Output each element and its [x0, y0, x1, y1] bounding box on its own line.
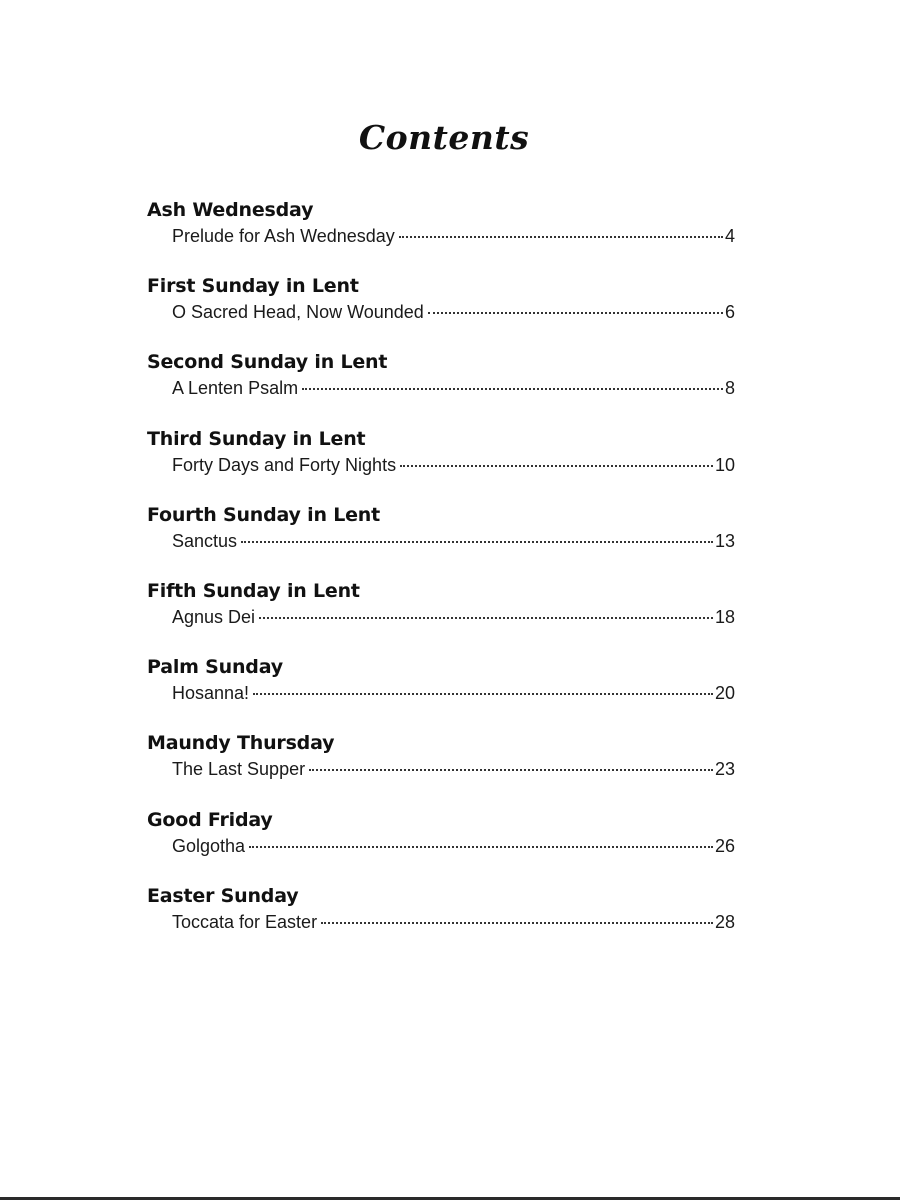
- toc-entry[interactable]: [172, 299, 735, 325]
- section-heading: Second Sunday in Lent: [147, 351, 388, 374]
- section-heading: Easter Sunday: [147, 884, 299, 907]
- toc-section: [147, 197, 735, 273]
- page-number: 10: [714, 454, 735, 475]
- entry-title: Hosanna!: [172, 683, 250, 704]
- page-number: 18: [714, 606, 735, 627]
- dot-leader: [253, 693, 713, 695]
- dot-leader: [399, 236, 723, 238]
- page-number: 4: [724, 226, 735, 246]
- toc-section: [147, 730, 735, 806]
- toc-entry[interactable]: [172, 528, 735, 554]
- section-heading: Good Friday: [147, 808, 273, 831]
- page-number: 13: [714, 530, 735, 551]
- page-title: Contents: [358, 118, 530, 157]
- dot-leader: [400, 465, 713, 467]
- toc-section: [147, 502, 735, 578]
- section-heading: Third Sunday in Lent: [147, 427, 366, 450]
- toc-entry[interactable]: [172, 756, 735, 782]
- toc-section: [147, 426, 735, 502]
- page-number: 28: [714, 911, 735, 932]
- toc-section: [147, 273, 735, 349]
- entry-title: O Sacred Head, Now Wounded: [172, 302, 424, 323]
- section-heading: Maundy Thursday: [147, 732, 335, 755]
- entry-title: Prelude for Ash Wednesday: [172, 226, 395, 246]
- page-number: 20: [714, 683, 735, 704]
- dot-leader: [241, 541, 713, 543]
- toc-entry[interactable]: [172, 223, 735, 249]
- toc-entry[interactable]: [172, 833, 735, 859]
- toc-section: [147, 807, 735, 883]
- section-heading: Ash Wednesday: [147, 199, 314, 221]
- toc-entry[interactable]: [172, 604, 735, 630]
- entry-title: Golgotha: [172, 835, 246, 856]
- section-heading: Palm Sunday: [147, 656, 283, 679]
- toc-section: [147, 578, 735, 654]
- entry-title: The Last Supper: [172, 759, 306, 780]
- section-heading: Fourth Sunday in Lent: [147, 503, 381, 526]
- entry-title: A Lenten Psalm: [172, 378, 299, 399]
- entry-title: Agnus Dei: [172, 606, 256, 627]
- dot-leader: [259, 617, 713, 619]
- page-number: 26: [714, 835, 735, 856]
- entry-title: Toccata for Easter: [172, 911, 318, 932]
- section-heading: First Sunday in Lent: [147, 275, 359, 298]
- table-of-contents: [147, 197, 735, 959]
- toc-entry[interactable]: [172, 680, 735, 706]
- dot-leader: [302, 388, 723, 390]
- dot-leader: [428, 312, 723, 314]
- toc-section: [147, 349, 735, 425]
- toc-entry[interactable]: [172, 452, 735, 478]
- dot-leader: [249, 846, 713, 848]
- toc-entry[interactable]: [172, 375, 735, 401]
- page-number: 8: [724, 378, 735, 399]
- page-number: 23: [714, 759, 735, 780]
- toc-entry[interactable]: [172, 909, 735, 935]
- entry-title: Forty Days and Forty Nights: [172, 454, 397, 475]
- entry-title: Sanctus: [172, 530, 238, 551]
- toc-section: [147, 654, 735, 730]
- page-number: 6: [724, 302, 735, 323]
- dot-leader: [321, 922, 713, 924]
- section-heading: Fifth Sunday in Lent: [147, 579, 360, 602]
- toc-section: [147, 883, 735, 959]
- dot-leader: [309, 769, 713, 771]
